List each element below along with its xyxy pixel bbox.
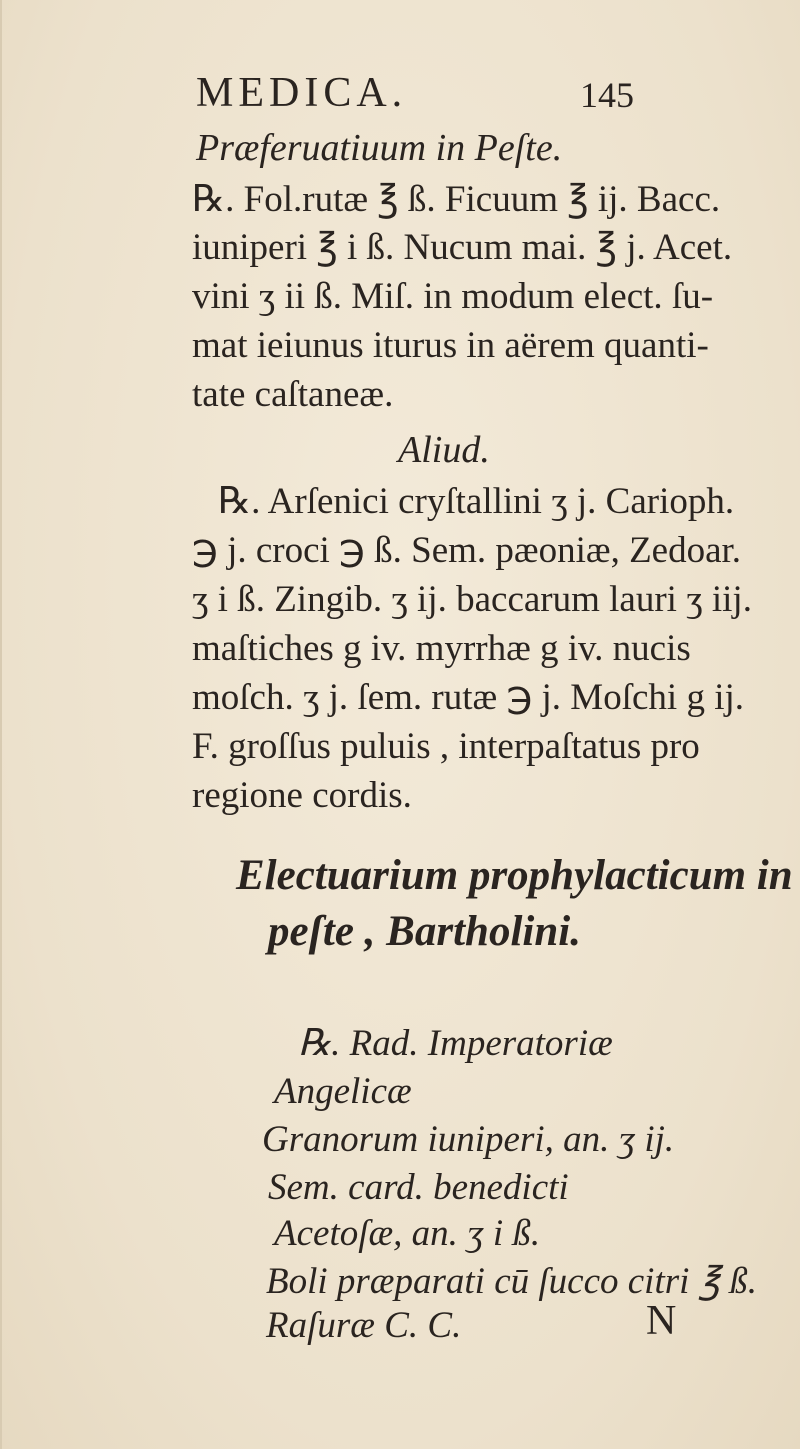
section-heading-aliud: Aliud. <box>398 429 490 471</box>
recipe-line: Sem. card. benedicti <box>268 1167 569 1208</box>
section-heading-electuarium-cont: peſte , Bartholini. <box>268 908 581 955</box>
page-number: 145 <box>580 75 634 115</box>
recipe-line: Boli præparati cū ſucco citri ℥ ß. <box>266 1261 758 1302</box>
running-title: MEDICA. <box>196 70 408 116</box>
text-line: ℈ j. croci ℈ ß. Sem. pæoniæ, Zedoar. <box>192 530 742 571</box>
text-line: vini ʒ ii ß. Miſ. in modum elect. ſu- <box>192 276 714 317</box>
text-line: maſtiches g iv. myrrhæ g iv. nucis <box>192 628 691 669</box>
page-edge <box>0 0 2 1449</box>
text-line: moſch. ʒ j. ſem. rutæ ℈ j. Moſchi g ij. <box>192 677 745 718</box>
text-line: ℞. Fol.rutæ ℥ ß. Ficuum ℥ ij. Bacc. <box>192 179 721 220</box>
text-line: ʒ i ß. Zingib. ʒ ij. baccarum lauri ʒ iij. <box>192 579 752 620</box>
recipe-line: Raſuræ C. C. <box>266 1305 462 1346</box>
text-line: mat ieiunus iturus in aërem quanti- <box>192 325 709 366</box>
text-line: F. groſſus puluis , interpaſtatus pro <box>192 726 700 767</box>
text-line: regione cordis. <box>192 775 412 816</box>
section-heading-electuarium: Electuarium prophylacticum in <box>236 852 793 899</box>
page-header <box>0 68 800 118</box>
section-heading-praeservativum: Præferuatiuum in Peſte. <box>196 127 563 169</box>
text-line: ℞. Arſenici cryſtallini ʒ j. Carioph. <box>218 481 735 522</box>
recipe-line: Granorum iuniperi, an. ʒ ij. <box>262 1119 675 1160</box>
text-line: tate caſtaneæ. <box>192 374 394 415</box>
signature-mark: N <box>646 1298 677 1344</box>
recipe-line: ℞. Rad. Imperatoriæ <box>298 1023 613 1064</box>
text-line: iuniperi ℥ i ß. Nucum mai. ℥ j. Acet. <box>192 227 733 268</box>
recipe-line: Angelicæ <box>274 1071 412 1112</box>
recipe-line: Acetoſæ, an. ʒ i ß. <box>274 1213 541 1254</box>
